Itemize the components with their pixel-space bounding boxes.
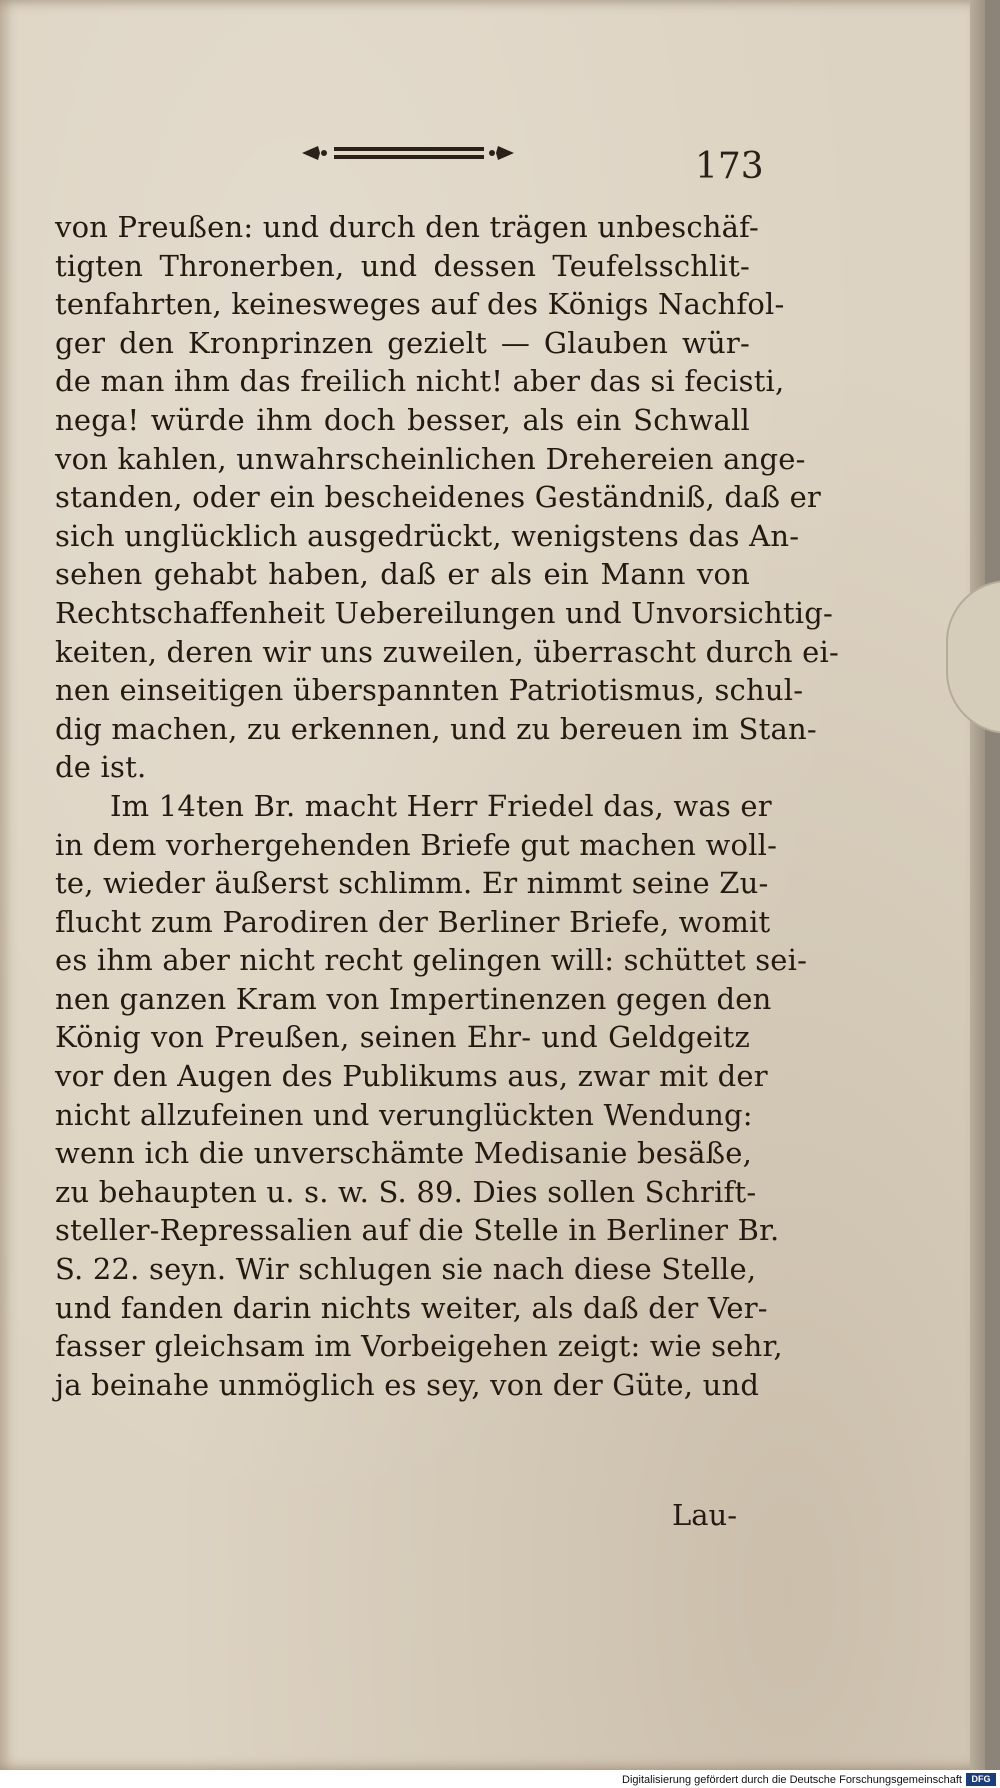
- text-line: steller-Repressalien auf die Stelle in Berliner Br.: [55, 1213, 780, 1248]
- page-clip-mark: [946, 580, 1000, 734]
- text-line: keiten, deren wir uns zuweilen, überrascht durch ei-: [55, 634, 839, 669]
- text-line: Im 14ten Br. macht Herr Friedel das, was er: [110, 788, 772, 823]
- text-line: standen, oder ein bescheidenes Geständniß, daß er: [55, 480, 821, 515]
- text-line: ger den Kronprinzen gezielt — Glauben wür-: [55, 325, 750, 360]
- text-line: König von Preußen, seinen Ehr- und Geldgeitz: [55, 1020, 750, 1055]
- text-line: von Preußen: und durch den trägen unbeschäf-: [55, 210, 760, 244]
- text-line: vor den Augen des Publikums aus, zwar mit der: [55, 1059, 768, 1094]
- text-line: Rechtschaffenheit Uebereilungen und Unvorsichtig-: [55, 595, 833, 630]
- catchword: Lau-: [672, 1498, 738, 1532]
- page-edge: [970, 0, 985, 1770]
- text-line: nicht allzufeinen und verunglückten Wendung:: [55, 1097, 753, 1132]
- text-line: tigten Thronerben, und dessen Teufelsschlit-: [55, 248, 750, 283]
- text-line: dig machen, zu erkennen, und zu bereuen im Stan-: [55, 711, 817, 746]
- text-line: es ihm aber nicht recht gelingen will: schüttet sei-: [55, 943, 808, 978]
- text-line: nen ganzen Kram von Impertinenzen gegen den: [55, 981, 772, 1016]
- text-line: de man ihm das freilich nicht! aber das si fecisti,: [55, 364, 785, 399]
- text-line: fasser gleichsam im Vorbeigehen zeigt: wie sehr,: [55, 1329, 783, 1364]
- funding-credit: Digitalisierung gefördert durch die Deutsche Forschungsgemeinschaft: [622, 1774, 962, 1786]
- text-line: S. 22. seyn. Wir schlugen sie nach diese Stelle,: [55, 1252, 757, 1287]
- page-number: 173: [695, 146, 764, 187]
- text-line: ja beinahe unmöglich es sey, von der Güte, und: [55, 1367, 760, 1402]
- text-line: flucht zum Parodiren der Berliner Briefe, womit: [55, 904, 771, 939]
- text-line: sich unglücklich ausgedrückt, wenigstens das An-: [55, 518, 800, 553]
- text-line: und fanden darin nichts weiter, als daß der Ver-: [55, 1290, 768, 1325]
- digitization-footer: [0, 1770, 1000, 1788]
- text-line: nega! würde ihm doch besser, als ein Schwall: [55, 402, 750, 437]
- text-line: von kahlen, unwahrscheinlichen Drehereien ange-: [55, 441, 806, 476]
- text-line: nen einseitigen überspannten Patriotismus, schul-: [55, 673, 804, 708]
- text-line: wenn ich die unverschämte Medisanie besäße,: [55, 1136, 753, 1171]
- text-line: in dem vorhergehenden Briefe gut machen woll-: [55, 827, 778, 862]
- text-line: de ist.: [55, 750, 147, 785]
- dfg-logo: DFG: [966, 1773, 996, 1786]
- header-ornament: [298, 138, 518, 168]
- text-line: sehen gehabt haben, daß er als ein Mann von: [55, 557, 750, 592]
- text-line: te, wieder äußerst schlimm. Er nimmt seine Zu-: [55, 866, 769, 901]
- body-text: [55, 208, 839, 1404]
- text-line: tenfahrten, keinesweges auf des Königs Nachfol-: [55, 287, 785, 322]
- text-line: zu behaupten u. s. w. S. 89. Dies sollen Schrift-: [55, 1174, 757, 1209]
